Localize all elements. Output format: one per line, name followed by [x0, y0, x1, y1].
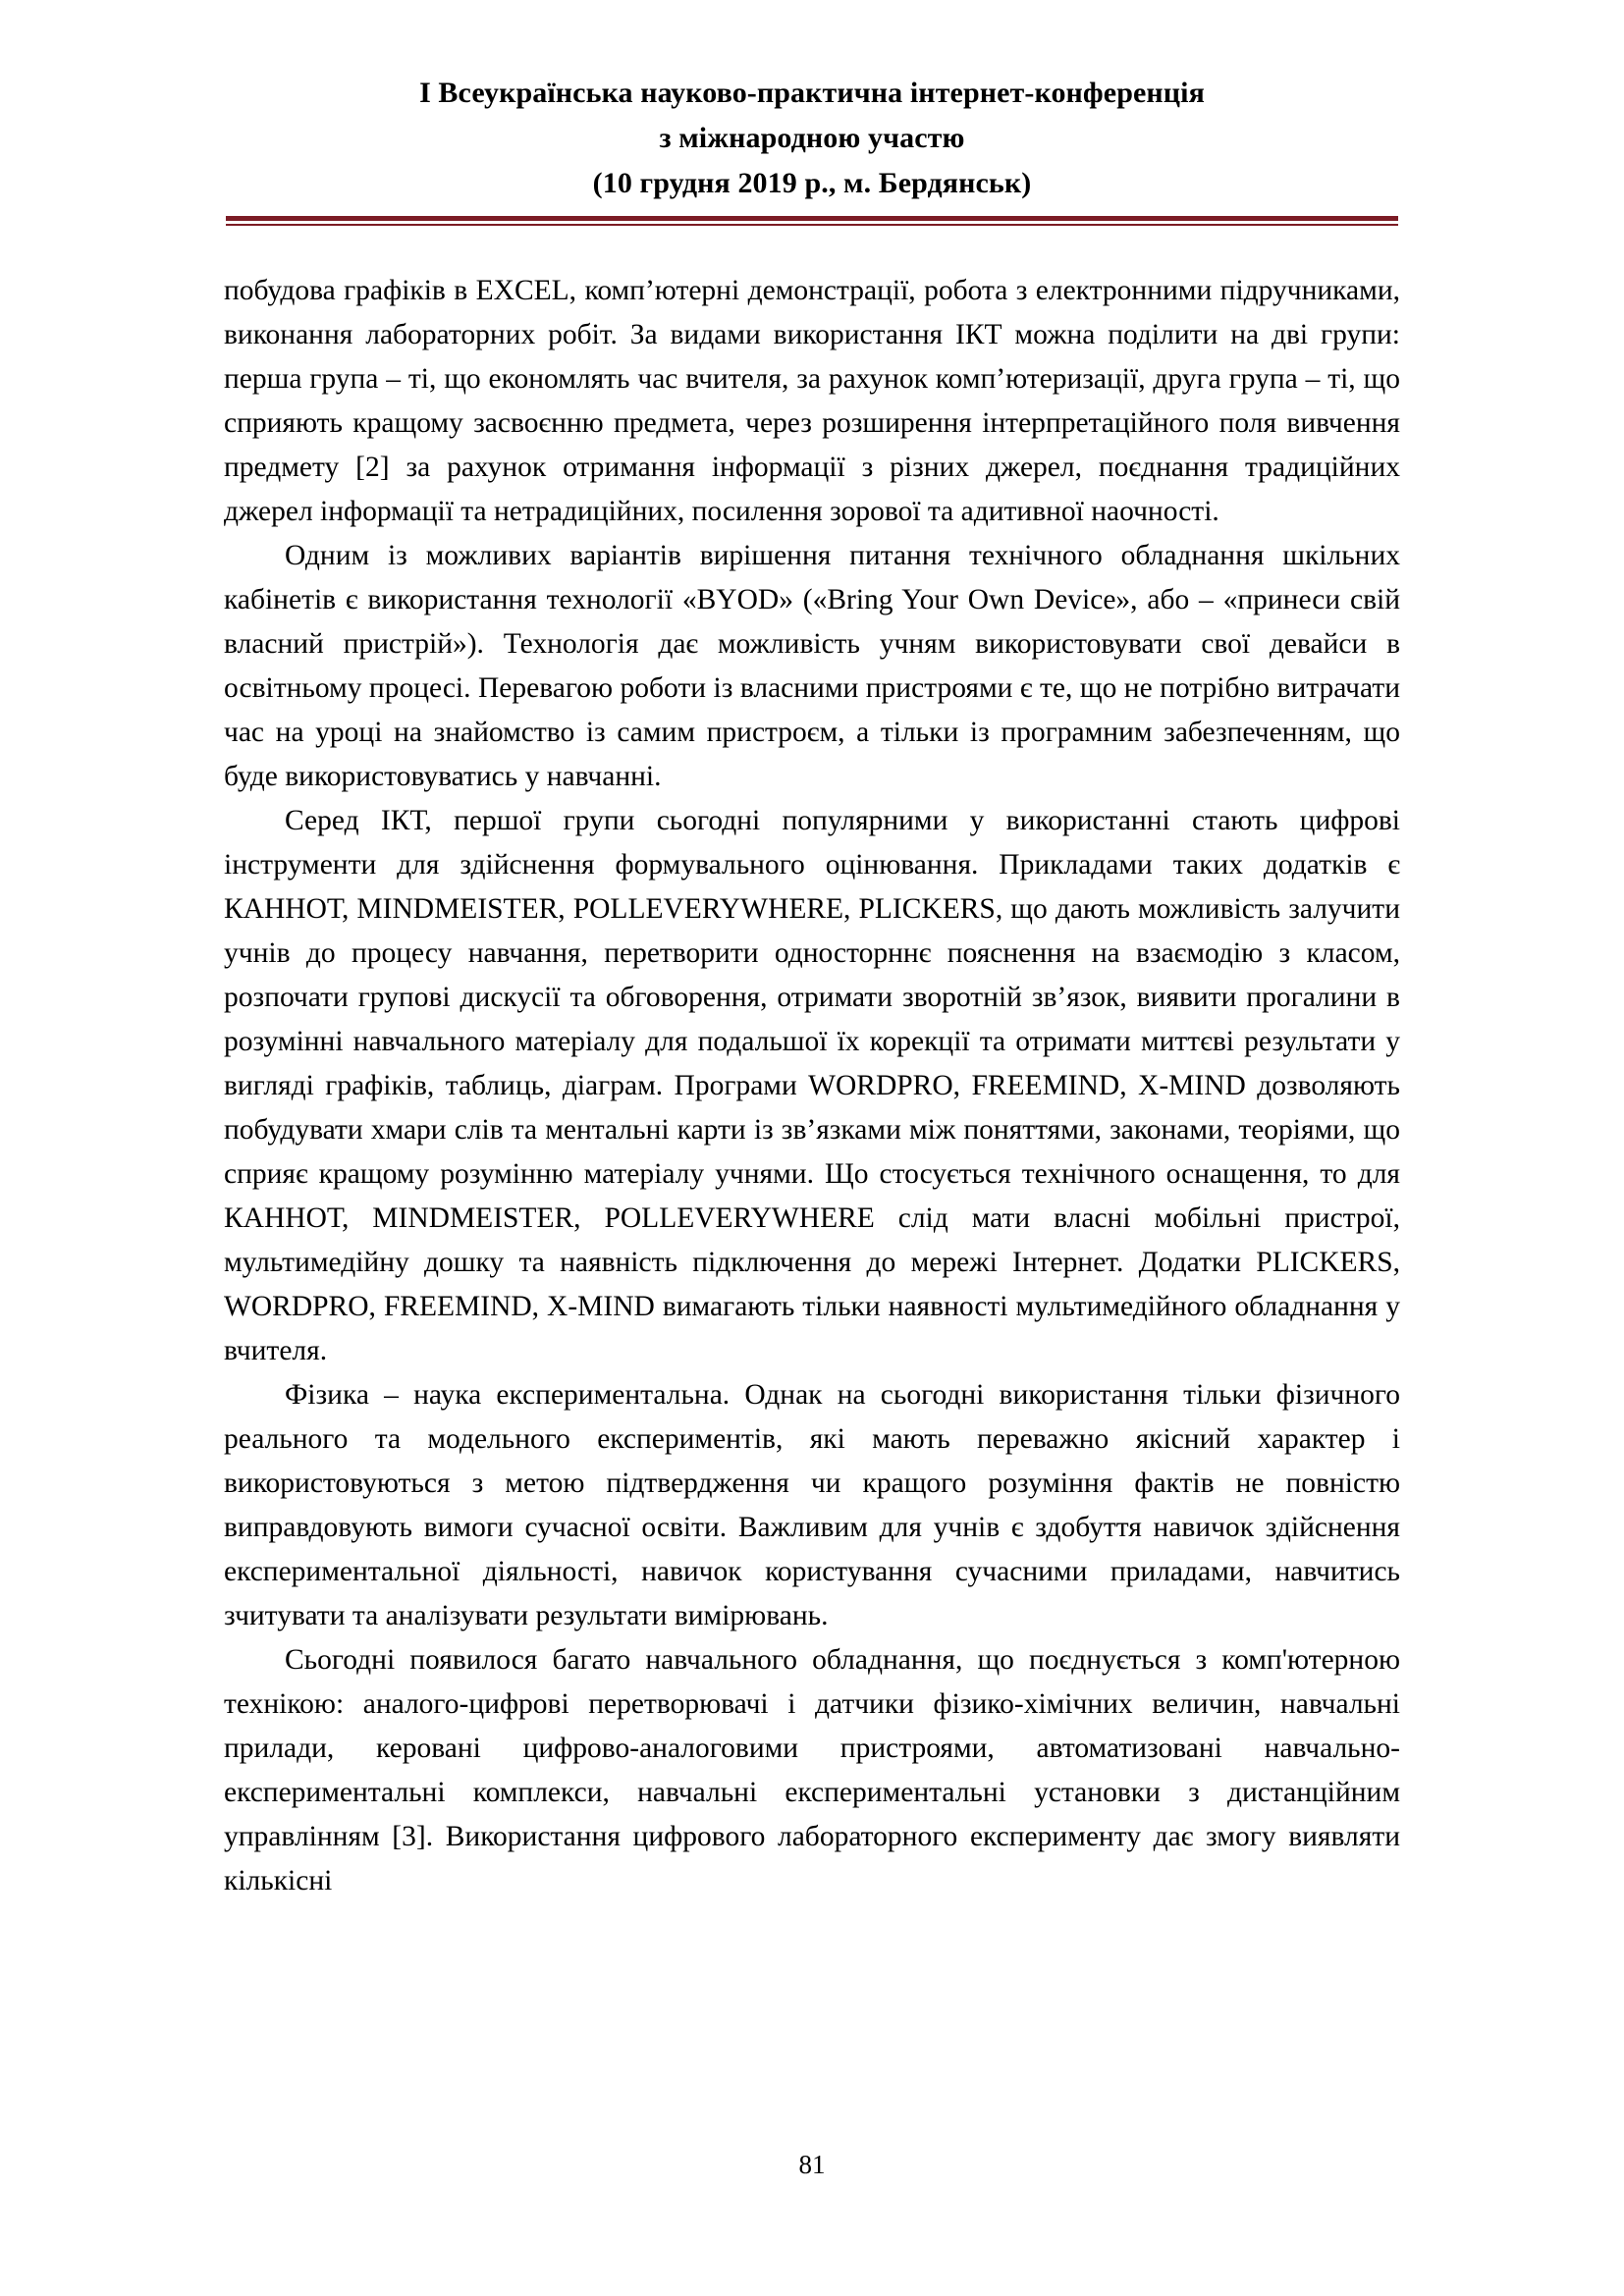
page-number: 81 [798, 2150, 826, 2179]
body-paragraph: Одним із можливих варіантів вирішення питання технічного обладнання шкільних кабінетів є використання технології «BYOD» («Bring Your Own Device», або – «принеси свій власний пристрій»). Технологія дає можливість учням використовувати свої девайси в освітньому процесі. Перевагою роботи із власними пристроями є те, що не потрібно витрачати час на уроці на знайомство із самим пристроєм, а тільки із програмним забезпеченням, що буде використовуватись у навчанні. [224, 540, 1400, 792]
page-body [224, 269, 1400, 1903]
header-divider-thick [226, 216, 1398, 221]
body-paragraph: Сьогодні появилося багато навчального обладнання, що поєднується з комп'ютерною технікою: аналого-цифрові перетворювачі і датчики фізико-хімічних величин, навчальні прилади, керовані цифрово-аналоговими пристроями, автоматизовані навчально-експериментальні комплекси, навчальні експериментальні установки з дистанційним управлінням [3]. Використання цифрового лабораторного експерименту дає змогу виявляти кількісні [224, 1644, 1400, 1896]
page-header [0, 0, 1624, 206]
conference-title-line-1: І Всеукраїнська науково-практична інтернет-конференція [419, 77, 1205, 109]
header-divider-thin [226, 224, 1398, 226]
body-paragraph: побудова графіків в EXCEL, комп’ютерні демонстрації, робота з електронними підручниками, виконання лабораторних робіт. За видами використання ІКТ можна поділити на дві групи: перша група – ті, що економлять час вчителя, за рахунок комп’ютеризації, друга група – ті, що сприяють кращому засвоєнню предмета, через розширення інтерпретаційного поля вивчення предмету [2] за рахунок отримання інформації з різних джерел, поєднання традиційних джерел інформації та нетрадиційних, посилення зорової та адитивної наочності. [224, 275, 1400, 527]
body-paragraph: Фізика – наука експериментальна. Однак на сьогодні використання тільки фізичного реального та модельного експериментів, які мають переважно якісний характер і використовуються з метою підтвердження чи кращого розуміння фактів не повністю виправдовують вимоги сучасної освіти. Важливим для учнів є здобуття навичок здійснення експериментальної діяльності, навичок користування сучасними приладами, навчитись зчитувати та аналізувати результати вимірювань. [224, 1379, 1400, 1631]
body-paragraph: Серед ІКТ, першої групи сьогодні популярними у використанні стають цифрові інструменти для здійснення формувального оцінювання. Прикладами таких додатків є КАННОТ, MINDMEISTER, POLLEVERYWHERE, PLICKERS, що дають можливість залучити учнів до процесу навчання, перетворити односторннє пояснення на взаємодію з класом, розпочати групові дискусії та обговорення, отримати зворотній зв’язок, виявити прогалини в розумінні навчального матеріалу для подальшої їх корекції та отримати миттєві результати у вигляді графіків, таблиць, діаграм. Програми WORDPRO, FREEMIND, X-MIND дозволяють побудувати хмари слів та ментальні карти із зв’язками між поняттями, законами, теоріями, що сприяє кращому розумінню матеріалу учнями. Що стосується технічного оснащення, то для КАННОТ, MINDMEISTER, POLLEVERYWHERE слід мати власні мобільні пристрої, мультимедійну дошку та наявність підключення до мережі Інтернет. Додатки PLICKERS, WORDPRO, FREEMIND, X-MIND вимагають тільки наявності мультимедійного обладнання у вчителя. [224, 805, 1400, 1366]
conference-title-line-2: з міжнародною участю [659, 122, 965, 154]
conference-date-location: (10 грудня 2019 р., м. Бердянськ) [592, 167, 1032, 199]
page-footer [0, 2150, 1624, 2180]
header-divider [226, 216, 1398, 226]
